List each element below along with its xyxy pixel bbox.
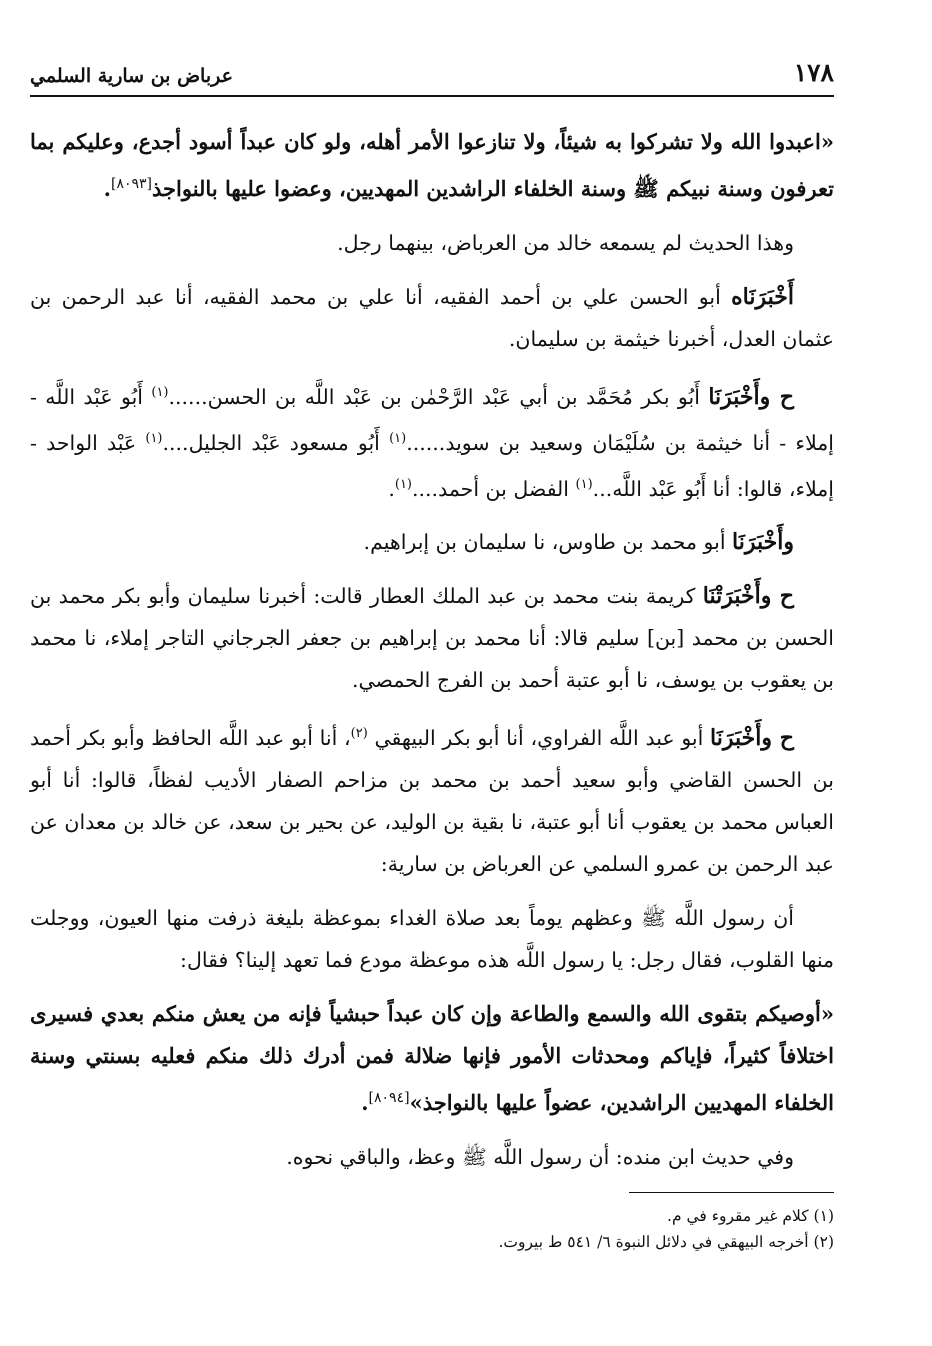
footnote-divider — [629, 1192, 834, 1193]
footnote-text: أخرجه البيهقي في دلائل النبوة ٦/ ٥٤١ ط بيروت. — [498, 1233, 809, 1252]
text-paragraph — [30, 713, 834, 885]
isnad-lead-word: ح وأَخْبَرَنَا — [710, 725, 794, 752]
text-paragraph — [30, 372, 834, 509]
footnote-text: كلام غير مقروء في م. — [667, 1207, 809, 1226]
text-segment: أبو عبد اللَّه الفراوي، أنا أبو بكر البيهقي — [367, 726, 711, 751]
hadith-text-paragraph — [30, 993, 834, 1124]
isnad-lead-word: وأَخْبَرَنَا — [732, 529, 794, 556]
footnote-marker: (١) — [151, 385, 169, 400]
text-paragraph — [30, 521, 834, 563]
footnote-number: (٢) — [813, 1233, 834, 1252]
hadith-number: [٨٠٩٤] — [368, 1090, 410, 1107]
text-segment: أَبُو مسعود عَبْد الجليل.... — [162, 430, 390, 455]
hadith-text-paragraph — [30, 121, 834, 210]
text-paragraph — [30, 575, 834, 701]
text-segment: أن رسول اللَّه ﷺ وعظهم يوماً بعد صلاة الغداء بموعظة بليغة ذرفت منها العيون، ووجلت منها القلوب، فقال رجل: يا رسول اللَّه هذه موعظة مودع فما تعهد إلينا؟ فقال: — [30, 906, 834, 973]
text-segment: وفي حديث ابن منده: أن رسول اللَّه ﷺ وعظ، والباقي نحوه. — [286, 1145, 794, 1170]
text-segment: كريمة بنت محمد بن عبد الملك العطار قالت: أخبرنا سليمان وأبو بكر محمد بن الحسن بن محمد [بن] سليم قالا: أنا محمد بن إبراهيم بن جعفر الجرجاني التاجر إملاء، نا محمد بن يعقوب بن يوسف، نا أبو عتبة أحمد بن الفرج الحمصي. — [30, 584, 834, 693]
footnote-number: (١) — [813, 1207, 834, 1226]
text-segment: . — [361, 1090, 369, 1116]
text-paragraph — [30, 897, 834, 981]
text-segment: أَبُو بكر مُحَمَّد بن أبي عَبْد الرَّحْمٰن بن عَبْد اللَّه بن الحسن...... — [168, 384, 709, 409]
footnote-marker: (١) — [145, 430, 163, 446]
text-segment: أبو محمد بن طاوس، نا سليمان بن إبراهيم. — [363, 530, 733, 555]
footnotes — [30, 1203, 834, 1255]
main-text — [30, 121, 834, 1178]
footnote-marker: (١) — [389, 430, 407, 446]
text-segment: أَبُو عَبْد اللَّه - إملاء - أنا خيثمة بن سُلَيْمَان وسعيد بن سويد...... — [30, 384, 834, 455]
footnote-marker: (١) — [575, 476, 593, 492]
isnad-lead-word: أَخْبَرَنَاه — [731, 284, 794, 310]
text-segment: «أوصيكم بتقوى الله والسمع والطاعة وإن كان عبداً حبشياً فإنه من يعش منكم بعدي فسيرى اختلافاً كثيراً، فإياكم ومحدثات الأمور فإنها ضلالة فمن أدرك ذلك منكم فعليه بسنتي وسنة الخلفاء المهديين الراشدين، عضواً عليها بالنواجذ» — [30, 1001, 834, 1116]
text-segment: ، أنا أبو عبد اللَّه الحافظ وأبو بكر أحمد بن الحسن القاضي وأبو سعيد أحمد بن محمد بن مزاحم الصفار الأديب لفظاً، قالوا: أنا أبو العباس محمد بن يعقوب أنا أبو عتبة، نا بقية بن الوليد، عن بحير بن سعد، عن خالد بن معدان عن عبد الرحمن بن عمرو السلمي عن العرباض بن سارية: — [30, 726, 834, 877]
footnote-item — [30, 1203, 834, 1229]
isnad-lead-word: ح وأَخْبَرَنَا — [708, 383, 794, 410]
text-paragraph — [30, 222, 834, 264]
text-paragraph — [30, 276, 834, 360]
page-number: ١٧٨ — [793, 58, 834, 87]
footnote-marker: (٢) — [350, 726, 368, 742]
text-segment: وهذا الحديث لم يسمعه خالد من العرباض، بينهما رجل. — [337, 231, 794, 255]
text-paragraph — [30, 1136, 834, 1178]
text-segment: . — [388, 476, 395, 501]
text-segment: «اعبدوا الله ولا تشركوا به شيئاً، ولا تنازعوا الأمر أهله، ولو كان عبداً أسود أجدع، وعليكم بما تعرفون وسنة نبيكم ﷺ وسنة الخلفاء الراشدين المهديين، وعضوا عليها بالنواجذ — [30, 129, 834, 201]
running-title: عرباض بن سارية السلمي — [30, 65, 233, 87]
footnote-item — [30, 1229, 834, 1255]
footnote-marker: (١) — [394, 476, 412, 492]
isnad-lead-word: ح وأَخْبَرَتْنَا — [702, 583, 794, 610]
hadith-number: [٨٠٩٣] — [110, 176, 152, 192]
text-segment: عَبْد الواحد - إملاء، قالوا: أنا أَبُو عَبْد اللَّه... — [30, 430, 834, 501]
text-segment: . — [103, 176, 111, 201]
text-segment: الفضل بن أحمد.... — [412, 476, 576, 501]
text-segment: أبو الحسن علي بن أحمد الفقيه، أنا علي بن محمد الفقيه، أنا عبد الرحمن بن عثمان العدل، أخبرنا خيثمة بن سليمان. — [30, 285, 834, 351]
page-header — [30, 58, 834, 97]
